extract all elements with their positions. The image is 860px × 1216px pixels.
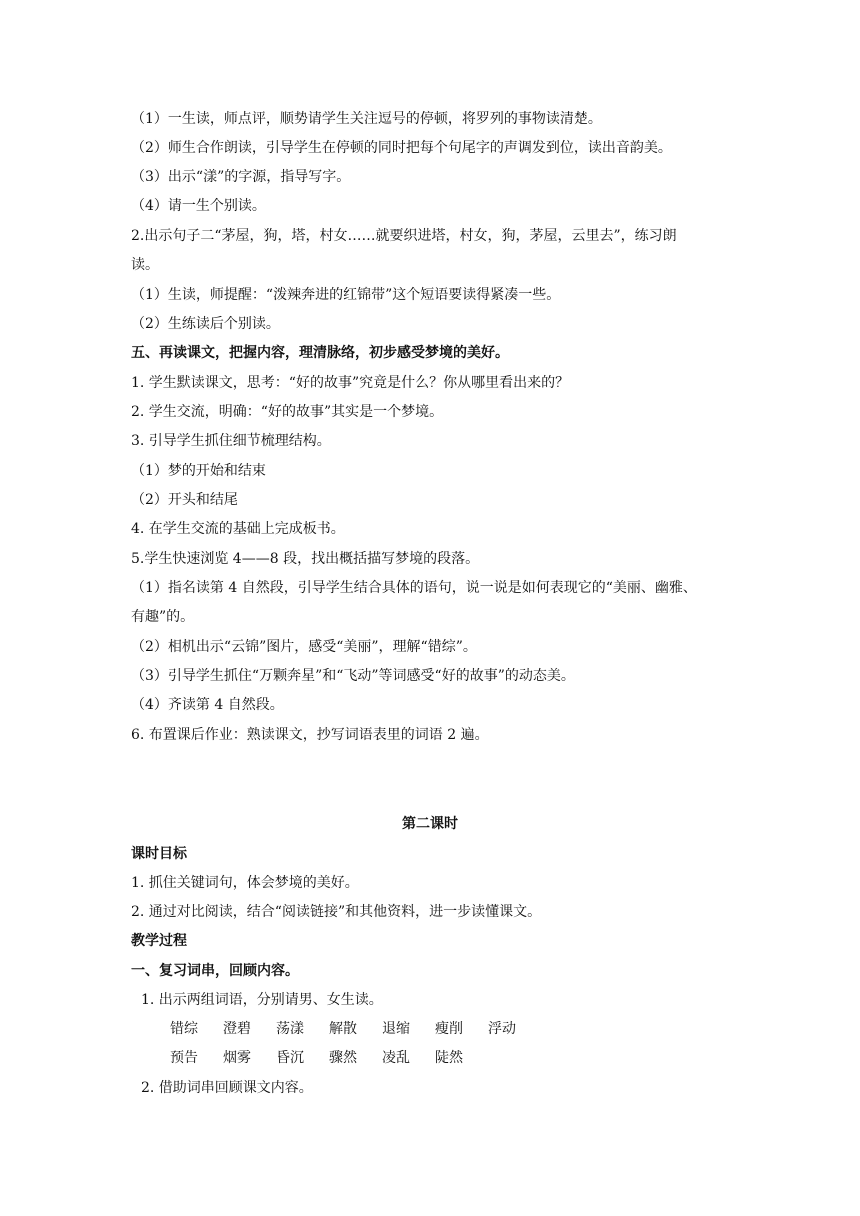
lesson-goal-1: 1. 抓住关键词句，体会梦境的美好。 bbox=[131, 875, 359, 891]
section-five-item-5: 5.学生快速浏览 4——8 段，找出概括描写梦境的段落。 bbox=[131, 551, 480, 567]
word-item: 瘦削 bbox=[435, 1021, 463, 1037]
word-item: 陡然 bbox=[435, 1050, 463, 1066]
section-five-item-2: 2. 学生交流，明确：“好的故事”其实是一个梦境。 bbox=[131, 404, 444, 420]
word-item: 昏沉 bbox=[276, 1050, 304, 1066]
section-five-item-6: 6. 布置课后作业：熟读课文，抄写词语表里的词语 2 遍。 bbox=[131, 727, 489, 743]
word-group-row-1 bbox=[170, 1020, 541, 1038]
word-item: 荡漾 bbox=[276, 1021, 304, 1037]
word-item: 澄碧 bbox=[223, 1021, 251, 1037]
section-five-item-1: 1. 学生默读课文，思考：“好的故事”究竟是什么？你从哪里看出来的？ bbox=[131, 375, 570, 391]
paragraph-item2-sub2: （2）生练读后个别读。 bbox=[131, 316, 280, 332]
lesson-goal-2: 2. 通过对比阅读，结合“阅读链接”和其他资料，进一步读懂课文。 bbox=[131, 904, 542, 920]
word-item: 退缩 bbox=[382, 1021, 410, 1037]
word-item: 浮动 bbox=[488, 1021, 516, 1037]
section-five-item-4: 4. 在学生交流的基础上完成板书。 bbox=[131, 521, 345, 537]
section-five-heading: 五、再读课文，把握内容，理清脉络，初步感受梦境的美好。 bbox=[131, 345, 509, 361]
section-five-item-3-sub2: （2）开头和结尾 bbox=[131, 492, 238, 508]
word-item: 骤然 bbox=[329, 1050, 357, 1066]
paragraph-item2-line1: 2.出示句子二“茅屋，狗，塔，村女……就要织进塔，村女，狗，茅屋，云里去”，练习朗 bbox=[131, 228, 677, 244]
section-five-item-3: 3. 引导学生抓住细节梳理结构。 bbox=[131, 433, 331, 449]
section-five-item-5-sub3: （3）引导学生抓住“万颗奔星”和“飞动”等词感受“好的故事”的动态美。 bbox=[131, 668, 575, 684]
section-five-item-5-sub4: （4）齐读第 4 自然段。 bbox=[131, 697, 284, 713]
section-five-item-5-sub1-line1: （1）指名读第 4 自然段，引导学生结合具体的语句，说一说是如何表现它的“美丽、幽雅、 bbox=[131, 580, 697, 596]
paragraph-read-3: （3）出示“漾”的字源，指导写字。 bbox=[131, 169, 351, 185]
lesson-goals-heading: 课时目标 bbox=[131, 846, 187, 862]
teaching-process-heading: 教学过程 bbox=[131, 933, 187, 949]
section-five-item-5-sub1-line2: 有趣”的。 bbox=[131, 609, 195, 625]
paragraph-item2-sub1: （1）生读，师提醒：“泼辣奔进的红锦带”这个短语要读得紧凑一些。 bbox=[131, 287, 561, 303]
word-group-row-2 bbox=[170, 1049, 488, 1067]
process-step-1: 1. 出示两组词语，分别请男、女生读。 bbox=[141, 992, 383, 1008]
word-item: 错综 bbox=[170, 1021, 198, 1037]
paragraph-read-4: （4）请一生个别读。 bbox=[131, 198, 266, 214]
paragraph-item2-line2: 读。 bbox=[131, 257, 159, 273]
paragraph-read-2: （2）师生合作朗读，引导学生在停顿的同时把每个句尾字的声调发到位，读出音韵美。 bbox=[131, 140, 672, 156]
word-item: 烟雾 bbox=[223, 1050, 251, 1066]
word-item: 凌乱 bbox=[382, 1050, 410, 1066]
word-item: 解散 bbox=[329, 1021, 357, 1037]
lesson-two-title: 第二课时 bbox=[402, 816, 458, 832]
section-one-heading: 一、复习词串，回顾内容。 bbox=[131, 963, 299, 979]
section-five-item-5-sub2: （2）相机出示“云锦”图片，感受“美丽”，理解“错综”。 bbox=[131, 639, 477, 655]
word-item: 预告 bbox=[170, 1050, 198, 1066]
section-five-item-3-sub1: （1）梦的开始和结束 bbox=[131, 463, 266, 479]
process-step-2: 2. 借助词串回顾课文内容。 bbox=[141, 1080, 313, 1096]
paragraph-read-1: （1）一生读，师点评，顺势请学生关注逗号的停顿，将罗列的事物读清楚。 bbox=[131, 111, 602, 127]
